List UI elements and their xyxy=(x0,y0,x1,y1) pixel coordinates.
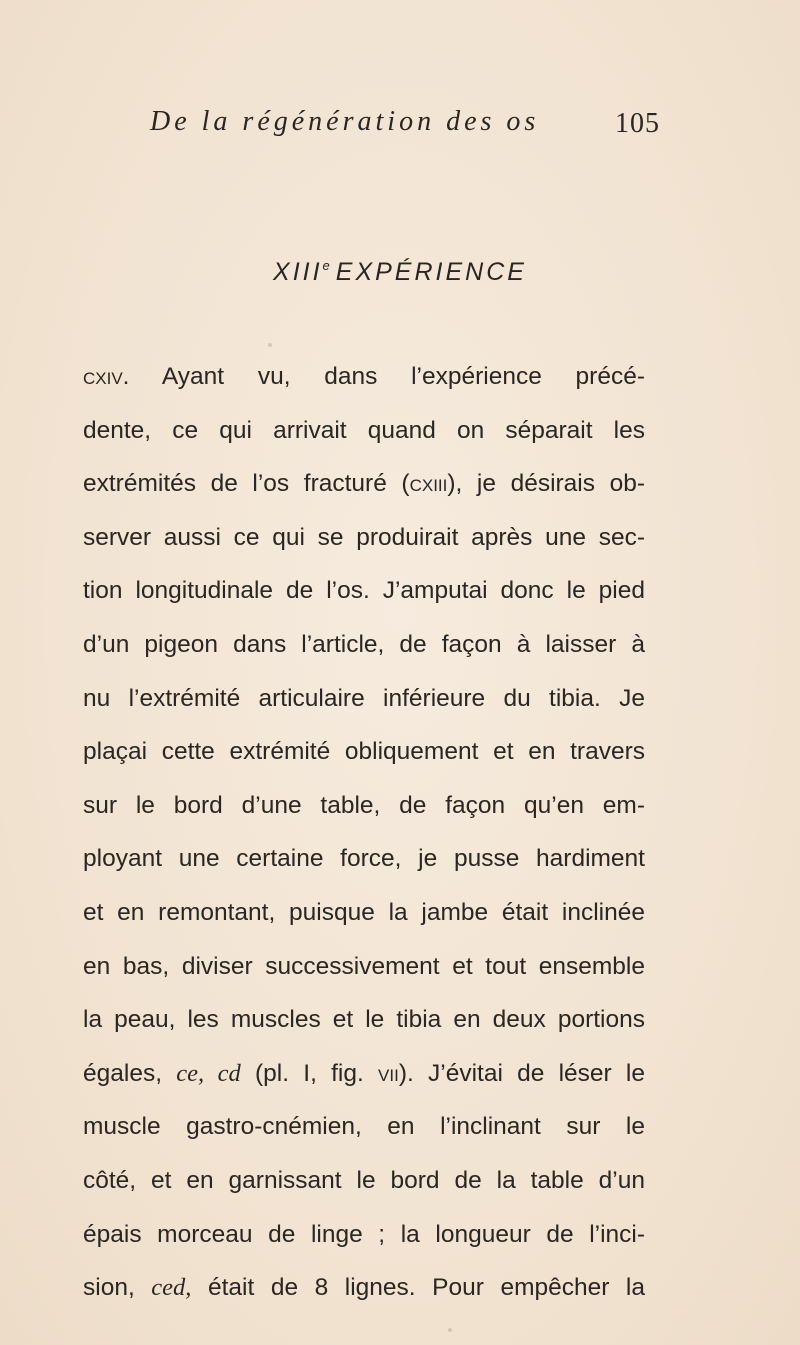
text-line: la peau, les muscles et le tibia en deux portions xyxy=(83,1006,645,1034)
text-line: plaçai cette extrémité obliquement et en travers xyxy=(83,738,645,766)
text-line: dente, ce qui arrivait quand on séparait les xyxy=(83,416,645,444)
text-line: sur le bord d’une table, de façon qu’en em- xyxy=(83,791,645,819)
section-heading xyxy=(0,258,800,287)
running-head xyxy=(150,106,660,146)
text-line: en bas, diviser successivement et tout ensemble xyxy=(83,952,645,980)
text-line: épais morceau de linge ; la longueur de l’inci- xyxy=(83,1220,645,1248)
running-title: De la régénération des os xyxy=(150,106,540,137)
text-line: server aussi ce qui se produirait après une sec- xyxy=(83,523,645,551)
heading-word: EXPÉRIENCE xyxy=(335,258,527,286)
paper-speck xyxy=(448,1328,452,1332)
text-line: ployant une certaine force, je pusse hardiment xyxy=(83,845,645,873)
page-number: 105 xyxy=(615,108,660,139)
text-line: d’un pigeon dans l’article, de façon à laisser à xyxy=(83,630,645,658)
paper-speck xyxy=(268,343,272,347)
body-text xyxy=(83,350,645,1315)
heading-superscript: e xyxy=(322,258,330,273)
text-line: extrémités de l’os fracturé (cxiii), je désirais ob- xyxy=(83,470,645,498)
text-line: nu l’extrémité articulaire inférieure du tibia. Je xyxy=(83,684,645,712)
text-line: cxiv. Ayant vu, dans l’expérience précé- xyxy=(83,363,645,390)
text-line: égales, ce, cd (pl. I, fig. vii). J’évitai de léser le xyxy=(83,1059,645,1087)
text-line: côté, et en garnissant le bord de la table d’un xyxy=(83,1166,645,1194)
text-line: et en remontant, puisque la jambe était inclinée xyxy=(83,898,645,926)
text-line: tion longitudinale de l’os. J’amputai donc le pied xyxy=(83,577,645,605)
heading-numeral: XIII xyxy=(273,258,323,286)
text-line: sion, ced, était de 8 lignes. Pour empêcher la xyxy=(83,1274,645,1302)
text-line: muscle gastro-cnémien, en l’inclinant sur le xyxy=(83,1113,645,1141)
